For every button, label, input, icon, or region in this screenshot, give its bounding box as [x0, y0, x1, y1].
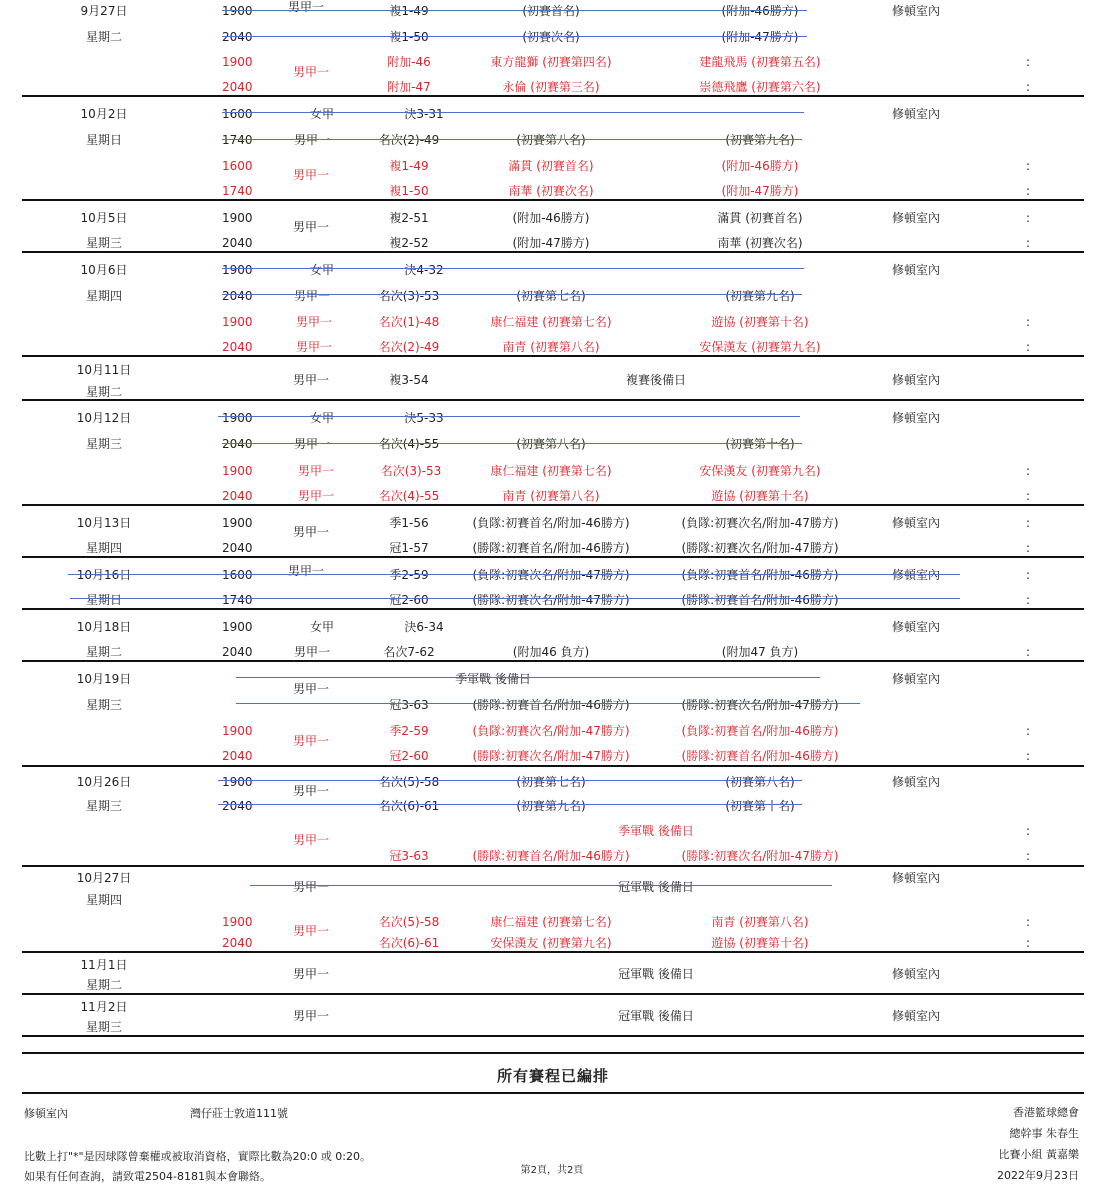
venue-cell: 修頓室內: [892, 871, 941, 885]
division-cell: 男甲一: [293, 682, 330, 696]
division-cell: 男甲一: [295, 315, 333, 329]
time-cell: 1900: [222, 620, 253, 634]
division-cell: 女甲: [309, 411, 335, 425]
time-cell: 1600: [222, 568, 253, 582]
strike-line: [222, 294, 802, 295]
away-team: (初賽第八名): [725, 775, 795, 789]
game-code: 複1-49: [389, 159, 429, 173]
away-team: (勝隊:初賽次名/附加-47勝方): [681, 698, 839, 712]
score-colon: :: [1026, 340, 1031, 354]
venue-cell: 修頓室內: [892, 1009, 941, 1023]
game-code: 季2-59: [389, 724, 429, 738]
venue-cell: 修頓室內: [892, 672, 941, 686]
strike-line: [70, 598, 960, 599]
weekday-label: 星期三: [85, 799, 123, 813]
game-code: 決5-33: [404, 411, 444, 425]
away-team: (負隊:初賽首名/附加-46勝方): [681, 724, 839, 738]
division-cell: 男甲一: [293, 220, 330, 234]
time-cell: 2040: [222, 236, 253, 250]
strike-line: [68, 574, 960, 575]
date-label: 10月26日: [76, 775, 132, 789]
home-team: 南華 (初賽次名): [508, 184, 594, 198]
score-colon: :: [1026, 80, 1031, 94]
time-cell: 2040: [222, 289, 253, 303]
home-team: (初賽第九名): [516, 799, 586, 813]
home-team: 安保漢友 (初賽第九名): [490, 936, 612, 950]
away-team: 南青 (初賽第八名): [711, 915, 809, 929]
weekday-label: 星期二: [85, 978, 123, 992]
home-team: 東方龍獅 (初賽第四名): [490, 55, 612, 69]
home-team: (勝隊:初賽首名/附加-46勝方): [472, 698, 630, 712]
home-team: (負隊:初賽次名/附加-47勝方): [472, 568, 630, 582]
division-cell: 男甲一: [297, 489, 335, 503]
division-cell: 男甲一: [293, 437, 331, 451]
score-colon: :: [1026, 211, 1031, 225]
row-divider: [22, 355, 1084, 357]
score-colon: :: [1026, 568, 1031, 582]
time-cell: 2040: [222, 30, 253, 44]
time-cell: 1900: [222, 4, 253, 18]
division-cell: 男甲一: [293, 924, 330, 938]
venue-cell: 修頓室內: [892, 516, 941, 530]
date-label: 10月18日: [76, 620, 132, 634]
score-colon: :: [1026, 849, 1031, 863]
time-cell: 1900: [222, 263, 253, 277]
date-label: 10月13日: [76, 516, 132, 530]
date-label: 10月27日: [76, 871, 132, 885]
row-divider: [22, 399, 1084, 401]
game-code: 複3-54: [389, 373, 429, 387]
away-team: (負隊:初賽次名/附加-47勝方): [681, 516, 839, 530]
home-team: 南青 (初賽第八名): [502, 340, 600, 354]
time-cell: 1900: [222, 464, 253, 478]
weekday-label: 星期二: [85, 30, 123, 44]
score-colon: :: [1026, 915, 1031, 929]
row-divider: [22, 608, 1084, 610]
date-label: 10月6日: [80, 263, 128, 277]
away-team: (附加-46勝方): [721, 159, 799, 173]
division-cell: 男甲一: [295, 340, 333, 354]
venue-cell: 修頓室內: [892, 967, 941, 981]
division-cell: 女甲: [309, 263, 335, 277]
score-colon: :: [1026, 593, 1031, 607]
row-divider: [22, 1052, 1084, 1054]
time-cell: 1900: [222, 55, 253, 69]
division-cell: 男甲一: [293, 833, 330, 847]
game-code: 冠3-63: [389, 698, 429, 712]
strike-line: [222, 268, 804, 269]
away-team: (附加-46勝方): [721, 4, 799, 18]
score-colon: :: [1026, 936, 1031, 950]
score-colon: :: [1026, 236, 1031, 250]
time-cell: 2040: [222, 80, 253, 94]
row-divider: [22, 765, 1084, 767]
time-cell: 1600: [222, 159, 253, 173]
away-team: (負隊:初賽首名/附加-46勝方): [681, 568, 839, 582]
time-cell: 1740: [222, 184, 253, 198]
division-cell: 男甲一: [293, 1009, 330, 1023]
game-code: 名次(5)-58: [378, 915, 440, 929]
footer-date: 2022年9月23日: [997, 1169, 1079, 1182]
away-team: (初賽第九名): [725, 133, 795, 147]
weekday-label: 星期四: [85, 893, 123, 907]
score-colon: :: [1026, 315, 1031, 329]
away-team: 遊協 (初賽第十名): [711, 936, 809, 950]
away-team: (初賽第九名): [725, 289, 795, 303]
time-cell: 1600: [222, 107, 253, 121]
time-cell: 1900: [222, 315, 253, 329]
home-team: 南青 (初賽第八名): [502, 489, 600, 503]
time-cell: 2040: [222, 645, 253, 659]
weekday-label: 星期日: [85, 593, 123, 607]
score-colon: :: [1026, 464, 1031, 478]
footer-divider: [22, 1092, 1084, 1094]
game-code: 複2-51: [389, 211, 429, 225]
game-code: 名次(2)-49: [378, 340, 440, 354]
division-cell: 女甲: [309, 620, 335, 634]
footer-venue-name: 修頓室內: [24, 1107, 68, 1120]
time-cell: 2040: [222, 437, 253, 451]
away-team: 安保漢友 (初賽第九名): [699, 464, 821, 478]
footer-org: 香港籃球總會: [1013, 1106, 1079, 1119]
division-cell: 男甲一: [293, 65, 330, 79]
away-team: 遊協 (初賽第十名): [711, 489, 809, 503]
game-code: 名次(1)-48: [378, 315, 440, 329]
division-cell: 男甲一: [293, 525, 330, 539]
note-cell: 複賽後備日: [625, 373, 687, 387]
time-cell: 1900: [222, 211, 253, 225]
division-cell: 男甲一: [293, 373, 330, 387]
strike-line: [218, 804, 802, 805]
weekday-label: 星期三: [85, 236, 123, 250]
venue-cell: 修頓室內: [892, 263, 941, 277]
footer-note-contact: 如果有任何查詢，請致電2504-8181與本會聯絡。: [24, 1170, 271, 1183]
game-code: 冠3-63: [389, 849, 429, 863]
weekday-label: 星期四: [85, 289, 123, 303]
weekday-label: 星期二: [85, 645, 123, 659]
row-divider: [22, 95, 1084, 97]
away-team: (附加47 負方): [721, 645, 799, 659]
away-team: (附加-47勝方): [721, 184, 799, 198]
home-team: (初賽次名): [522, 30, 580, 44]
game-code: 附加-47: [387, 80, 431, 94]
row-divider: [22, 660, 1084, 662]
date-label: 9月27日: [80, 4, 128, 18]
game-code: 冠2-60: [389, 593, 429, 607]
away-team: (初賽第十名): [725, 799, 795, 813]
venue-cell: 修頓室內: [892, 411, 941, 425]
game-code: 名次(6)-61: [378, 799, 440, 813]
note-cell: 冠軍戰 後備日: [618, 967, 694, 981]
game-code: 名次(3)-53: [378, 289, 440, 303]
date-label: 10月12日: [76, 411, 132, 425]
note-cell: 冠軍戰 後備日: [618, 880, 694, 894]
note-cell: 季軍戰 後備日: [618, 824, 694, 838]
strike-line: [236, 703, 860, 704]
away-team: 建龍飛馬 (初賽第五名): [699, 55, 821, 69]
away-team: (初賽第十名): [725, 437, 795, 451]
division-cell: 男甲一: [293, 880, 330, 894]
row-divider: [22, 556, 1084, 558]
game-code: 季2-59: [389, 568, 429, 582]
strike-line: [222, 36, 807, 37]
date-label: 10月16日: [76, 568, 132, 582]
home-team: 康仁福建 (初賽第七名): [490, 915, 612, 929]
home-team: (初賽第七名): [516, 289, 586, 303]
venue-cell: 修頓室內: [892, 775, 941, 789]
score-colon: :: [1026, 159, 1031, 173]
division-cell: 男甲一: [293, 168, 330, 182]
home-team: (勝隊:初賽次名/附加-47勝方): [472, 749, 630, 763]
home-team: (附加-47勝方): [512, 236, 590, 250]
home-team: (初賽第八名): [516, 133, 586, 147]
division-cell: 男甲一: [288, 0, 325, 14]
score-colon: :: [1026, 489, 1031, 503]
row-divider: [22, 993, 1084, 995]
weekday-label: 星期三: [85, 1020, 123, 1034]
game-code: 附加-46: [387, 55, 431, 69]
score-colon: :: [1026, 55, 1031, 69]
game-code: 名次(3)-53: [380, 464, 442, 478]
row-divider: [22, 865, 1084, 867]
game-code: 決6-34: [404, 620, 444, 634]
row-divider: [22, 951, 1084, 953]
away-team: 遊協 (初賽第十名): [711, 315, 809, 329]
date-label: 10月5日: [80, 211, 128, 225]
game-code: 名次(4)-55: [378, 437, 440, 451]
time-cell: 1740: [222, 593, 253, 607]
home-team: (勝隊:初賽次名/附加-47勝方): [472, 593, 630, 607]
strike-line: [222, 10, 807, 11]
row-divider: [22, 251, 1084, 253]
score-colon: :: [1026, 516, 1031, 530]
game-code: 複1-50: [389, 30, 429, 44]
score-colon: :: [1026, 724, 1031, 738]
weekday-label: 星期二: [85, 385, 123, 399]
weekday-label: 星期三: [85, 437, 123, 451]
time-cell: 1900: [222, 516, 253, 530]
away-team: (勝隊:初賽次名/附加-47勝方): [681, 849, 839, 863]
venue-cell: 修頓室內: [892, 373, 941, 387]
home-team: (附加46 負方): [512, 645, 590, 659]
time-cell: 1900: [222, 775, 253, 789]
weekday-label: 星期四: [85, 541, 123, 555]
strike-line: [222, 139, 802, 140]
page-number: 第2頁，共2頁: [520, 1165, 584, 1176]
venue-cell: 修頓室內: [892, 568, 941, 582]
strike-line: [250, 885, 832, 886]
note-cell: 季軍戰 後備日: [455, 672, 531, 686]
home-team: (初賽首名): [522, 4, 580, 18]
home-team: (勝隊:初賽首名/附加-46勝方): [472, 849, 630, 863]
away-team: 南華 (初賽次名): [717, 236, 803, 250]
game-code: 名次(2)-49: [378, 133, 440, 147]
home-team: (負隊:初賽首名/附加-46勝方): [472, 516, 630, 530]
away-team: 崇德飛鷹 (初賽第六名): [699, 80, 821, 94]
venue-cell: 修頓室內: [892, 4, 941, 18]
time-cell: 2040: [222, 749, 253, 763]
row-divider: [22, 504, 1084, 506]
time-cell: 2040: [222, 799, 253, 813]
division-cell: 男甲一: [293, 289, 331, 303]
footer-note-score: 比數上打"*"是因球隊曾棄權或被取消資格，實際比數為20:0 或 0:20。: [24, 1150, 372, 1163]
venue-cell: 修頓室內: [892, 620, 941, 634]
time-cell: 2040: [222, 489, 253, 503]
away-team: (勝隊:初賽首名/附加-46勝方): [681, 593, 839, 607]
strike-line: [236, 677, 820, 678]
division-cell: 男甲一: [297, 464, 335, 478]
score-colon: :: [1026, 749, 1031, 763]
strike-line: [218, 416, 800, 417]
venue-cell: 修頓室內: [892, 211, 941, 225]
weekday-label: 星期三: [85, 698, 123, 712]
home-team: (初賽第七名): [516, 775, 586, 789]
game-code: 名次(4)-55: [378, 489, 440, 503]
score-colon: :: [1026, 645, 1031, 659]
game-code: 名次7-62: [383, 645, 435, 659]
home-team: (負隊:初賽次名/附加-47勝方): [472, 724, 630, 738]
time-cell: 2040: [222, 340, 253, 354]
time-cell: 2040: [222, 936, 253, 950]
game-code: 名次(6)-61: [378, 936, 440, 950]
home-team: (勝隊:初賽首名/附加-46勝方): [472, 541, 630, 555]
game-code: 決3-31: [404, 107, 444, 121]
division-cell: 男甲一: [293, 645, 331, 659]
footer-committee: 比賽小組 黃嘉樂: [998, 1148, 1079, 1161]
home-team: (初賽第八名): [516, 437, 586, 451]
date-label: 11月2日: [80, 1000, 128, 1014]
note-cell: 冠軍戰 後備日: [618, 1009, 694, 1023]
time-cell: 2040: [222, 541, 253, 555]
schedule-complete-heading: 所有賽程已編排: [496, 1067, 610, 1085]
away-team: 安保漢友 (初賽第九名): [699, 340, 821, 354]
division-cell: 女甲: [309, 107, 335, 121]
date-label: 10月19日: [76, 672, 132, 686]
away-team: 滿貫 (初賽首名): [717, 211, 803, 225]
game-code: 複2-52: [389, 236, 429, 250]
strike-line: [222, 112, 804, 113]
home-team: (附加-46勝方): [512, 211, 590, 225]
division-cell: 男甲一: [293, 734, 330, 748]
footer-secretary: 總幹事 朱春生: [1009, 1127, 1079, 1140]
away-team: (勝隊:初賽次名/附加-47勝方): [681, 541, 839, 555]
strike-line: [222, 443, 802, 444]
row-divider: [22, 199, 1084, 201]
time-cell: 1900: [222, 724, 253, 738]
strike-line: [218, 780, 802, 781]
weekday-label: 星期日: [85, 133, 123, 147]
home-team: 滿貫 (初賽首名): [508, 159, 594, 173]
division-cell: 男甲一: [288, 564, 325, 578]
date-label: 11月1日: [80, 958, 128, 972]
game-code: 冠2-60: [389, 749, 429, 763]
home-team: 康仁福建 (初賽第七名): [490, 464, 612, 478]
game-code: 複1-49: [389, 4, 429, 18]
row-divider: [22, 1035, 1084, 1037]
home-team: 永倫 (初賽第三名): [502, 80, 600, 94]
game-code: 決4-32: [404, 263, 444, 277]
game-code: 冠1-57: [389, 541, 429, 555]
time-cell: 1900: [222, 915, 253, 929]
away-team: (附加-47勝方): [721, 30, 799, 44]
time-cell: 1740: [222, 133, 253, 147]
time-cell: 1900: [222, 411, 253, 425]
game-code: 複1-50: [389, 184, 429, 198]
date-label: 10月2日: [80, 107, 128, 121]
home-team: 康仁福建 (初賽第七名): [490, 315, 612, 329]
division-cell: 男甲一: [293, 133, 331, 147]
score-colon: :: [1026, 824, 1031, 838]
score-colon: :: [1026, 541, 1031, 555]
division-cell: 男甲一: [293, 967, 330, 981]
away-team: (勝隊:初賽首名/附加-46勝方): [681, 749, 839, 763]
game-code: 名次(5)-58: [378, 775, 440, 789]
date-label: 10月11日: [76, 363, 132, 377]
footer-venue-address: 灣仔莊士敦道111號: [190, 1107, 288, 1120]
game-code: 季1-56: [389, 516, 429, 530]
venue-cell: 修頓室內: [892, 107, 941, 121]
score-colon: :: [1026, 184, 1031, 198]
division-cell: 男甲一: [293, 784, 330, 798]
